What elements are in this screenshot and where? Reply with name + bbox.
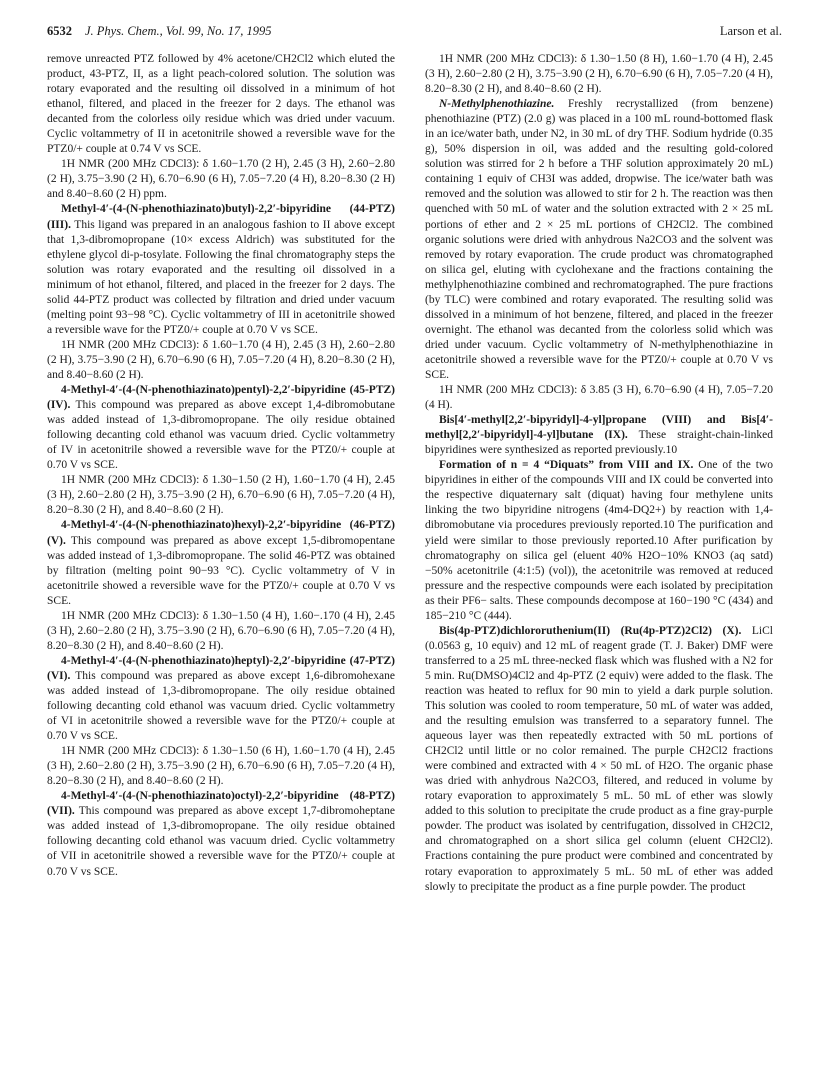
section-heading: 4-Methyl-4′-(4-(N-phenothiazinato)heptyl)-2,2′-bipyridine (47-PTZ) (VI). bbox=[47, 654, 395, 682]
section-compound-iii bbox=[47, 202, 395, 337]
nmr-data-iii: 1H NMR (200 MHz CDCl3): δ 1.60−1.70 (4 H), 2.45 (3 H), 2.60−2.80 (2 H), 3.75−3.90 (2 H), 6.70−6.90 (6 H), 7.05−7.20 (4 H), 8.20−8.30 (2 H), and 8.40−8.60 (2 H). bbox=[47, 338, 395, 381]
section-body: LiCl (0.0563 g, 10 equiv) and 12 mL of reagent grade (T. J. Baker) DMF were transferred to a 25 mL three-necked flask which was flushed with a N2 for 5 min. Ru(DMSO)4Cl2 and 4p-PTZ (2 equiv) were added to the flask. The reaction was heated to reflux for 90 min to yield a dark purple solution. This solution was cooled to room temperature, 50 mL of water was added, and the resulting emulsion was transferred to a separatory funnel. The aqueous layer was then repeatedly extracted with 50 mL portions of CH2Cl2 until little or no color remained. The purple CH2Cl2 fractions were combined and extracted with 4 × 50 mL of H2O. The organic phase was dried with anhydrous Na2CO3, filtered, and reduced in volume by rotary evaporation to approximately 5 mL. 50 mL of ether was slowly added to this solution to precipitate the crude product as a fine gray-purple powder. The product was isolated by centrifugation, dissolved in CH2Cl2, and chromatographed on a short silica gel column (eluent CH2Cl2). Fractions containing the pure product were combined and concentrated by rotary evaporation to approximately 5 mL. 50 mL of ether was added slowly to precipitate the product as a fine purple powder. The product bbox=[425, 624, 773, 893]
nmr-data-v: 1H NMR (200 MHz CDCl3): δ 1.30−1.50 (4 H), 1.60−.170 (4 H), 2.45 (3 H), 2.60−2.80 (2 H), 3.75−3.90 (2 H), 6.70−6.90 (6 H), 7.05−7.20 (4 H), 8.20−8.30 (2 H), and 8.40−8.60 (2 H). bbox=[47, 609, 395, 652]
section-heading: 4-Methyl-4′-(4-(N-phenothiazinato)pentyl)-2,2′-bipyridine (45-PTZ) (IV). bbox=[47, 384, 395, 412]
section-heading: Formation of n = 4 “Diquats” from VIII and IX. bbox=[439, 459, 694, 472]
section-compound-iv bbox=[47, 383, 395, 473]
section-body: This compound was prepared as above except 1,4-dibromobutane was added instead of 1,3-dibromopropane. The oily residue obtained following decanting cold ethanol was vacuum dried. Cyclic voltammetry of IV in acetonitrile showed a reversible wave for the PTZ0/+ couple at 0.70 V vs SCE. bbox=[47, 399, 395, 472]
section-body: This compound was prepared as above except 1,7-dibromoheptane was added instead of 1,3-dibromopropane. The oily residue obtained following decanting cold ethanol was vacuum dried. Cyclic voltammetry of VII in acetonitrile showed a reversible wave for the PTZ0/+ couple at 0.70 V vs SCE. bbox=[47, 805, 395, 878]
section-heading: Bis(4p-PTZ)dichlororuthenium(II) (Ru(4p-PTZ)2Cl2) (X). bbox=[439, 624, 742, 637]
section-body: These straight-chain-linked bipyridines were synthesized as reported previously.10 bbox=[425, 429, 773, 457]
section-body: This compound was prepared as above except 1,6-dibromohexane was added instead of 1,3-dibromopropane. The oily residue obtained following decanting cold ethanol was vacuum dried. Cyclic voltammetry of VI in acetonitrile showed a reversible wave for the PTZ0/+ couple at 0.70 V vs SCE. bbox=[47, 669, 395, 743]
section-body: One of the two bipyridines in either of the compounds VIII and IX could be converted into the respective diquaternary salt (diquat) having four methylene units linking the two bipyridine nitrogens (4m4-DQ2+) by reaction with 1,4-dibromobutane via procedures previously reported.10 The purification and yield were similar to those previously reported.10 After purification by chromatography on silica gel (eluent 40% H2O−10% KNO3 (aq satd)−50% acetonitrile (4:1:5) (vol)), the acetonitrile was removed at reduced pressure and the respective compounds were each isolated by precipitation as their PF6− salts. These compounds decompose at 160−190 °C (434) and 185−210 °C (444). bbox=[425, 459, 774, 622]
section-heading: 4-Methyl-4′-(4-(N-phenothiazinato)octyl)-2,2′-bipyridine (48-PTZ) (VII). bbox=[47, 790, 395, 818]
section-compound-vi bbox=[47, 654, 395, 744]
section-heading: N-Methylphenothiazine. bbox=[439, 98, 555, 111]
section-n-methylphenothiazine bbox=[425, 97, 773, 383]
nmr-data-n-methylphenothiazine: 1H NMR (200 MHz CDCl3): δ 3.85 (3 H), 6.70−6.90 (4 H), 7.05−7.20 (4 H). bbox=[425, 384, 773, 412]
nmr-data-iv: 1H NMR (200 MHz CDCl3): δ 1.30−1.50 (2 H), 1.60−1.70 (4 H), 2.45 (3 H), 2.60−2.80 (2 H), 3.75−3.90 (2 H), 6.70−6.90 (6 H), 7.05−7.20 (4 H), 8.20−8.30 (2 H), and 8.40−8.60 (2 H). bbox=[47, 474, 395, 517]
section-ruthenium-complex bbox=[425, 624, 773, 895]
section-compound-vii bbox=[47, 789, 395, 879]
section-heading: Bis[4′-methyl[2,2′-bipyridyl]-4-yl]propane (VIII) and Bis[4′-methyl[2,2′-bipyridyl]-4-yl]butane (IX). bbox=[425, 414, 773, 442]
section-body: Freshly recrystallized (from benzene) phenothiazine (PTZ) (2.0 g) was placed in a 100 mL round-bottomed flask in an ice/water bath, under N2, in 30 mL of dry THF. Sodium hydride (0.35 g), 50% dispersion in oil, was added and the resulting gold-colored solution was stirred for 2 h before a THF solution approximately 20 mL) containing 1 equiv of CH3I was added, dropwise. The ice/water bath was removed and the solution was allowed to stir for 2 h. The reaction was then quenched with 50 mL of water and the solution extracted with 2 × 25 mL portions of ether and 2 × 25 mL portions of CH2Cl2. The combined organic solutions were dried with anhydrous Na2CO3 and the solvent was removed by rotary evaporation. The crude product was chromatographed on silica gel, eluting with cyclohexane and the fractions containing the methylphenothiazine combined and rechromatographed. The pure fractions (by TLC) were combined and rotary evaporated. The resulting solid was dissolved in a minimum of hot benzene, filtered, and placed in the freezer overnight. The ethanol was decanted from the colorless solid which was dried under vacuum. Cyclic voltammetry of N-methylphenothiazine in acetonitrile showed a reversible wave for the PTZ0/+ couple at 0.70 V vs SCE. bbox=[425, 98, 773, 381]
left-column bbox=[47, 52, 395, 880]
section-heading: 4-Methyl-4′-(4-(N-phenothiazinato)hexyl)-2,2′-bipyridine (46-PTZ) (V). bbox=[47, 519, 395, 547]
journal-citation: J. Phys. Chem., Vol. 99, No. 17, 1995 bbox=[85, 24, 272, 38]
section-compound-v bbox=[47, 518, 395, 608]
page-number: 6532 bbox=[47, 24, 72, 38]
nmr-data-ii: 1H NMR (200 MHz CDCl3): δ 1.60−1.70 (2 H), 2.45 (3 H), 2.60−2.80 (2 H), 3.75−3.90 (2 H), 6.70−6.90 (6 H), 7.05−7.20 (4 H), 8.20−8.30 (2 H) and 8.40−8.60 (2 H) ppm. bbox=[47, 158, 395, 201]
right-column bbox=[425, 52, 773, 895]
section-diquats bbox=[425, 458, 773, 624]
nmr-data-vii: 1H NMR (200 MHz CDCl3): δ 1.30−1.50 (8 H), 1.60−1.70 (4 H), 2.45 (3 H), 2.60−2.80 (2 H), 3.75−3.90 (2 H), 6.70−6.90 (6 H), 7.05−7.20 (4 H), 8.20−8.30 (2 H), and 8.40−8.60 (2 H). bbox=[425, 53, 773, 96]
paragraph-continued: remove unreacted PTZ followed by 4% acetone/CH2Cl2 which eluted the product, 43-PTZ, II, as a light peach-colored solution. The solution was rotary evaporated and the resulting oil dissolved in a minimum of hot ethanol, filtered, and placed in the freezer for 2 days. The ethanol was decanted from the colorless oily residue which was dried under vacuum. Cyclic voltammetry of II in acetonitrile showed a reversible wave for the PTZ0/+ couple at 0.74 V vs SCE. bbox=[47, 53, 395, 156]
section-heading: Methyl-4′-(4-(N-phenothiazinato)butyl)-2,2′-bipyridine (44-PTZ) (III). bbox=[47, 203, 395, 231]
running-header bbox=[47, 24, 782, 44]
section-body: This compound was prepared as above except 1,5-dibromopentane was added instead of 1,3-dibromopropane. The solid 46-PTZ was obtained by filtration (melting point 90−93 °C). Cyclic voltammetry of V in acetonitrile showed a reversible wave for the PTZ0/+ couple at 0.70 V vs SCE. bbox=[47, 534, 395, 607]
running-authors: Larson et al. bbox=[719, 24, 782, 38]
nmr-data-vi: 1H NMR (200 MHz CDCl3): δ 1.30−1.50 (6 H), 1.60−1.70 (4 H), 2.45 (3 H), 2.60−2.80 (2 H), 3.75−3.90 (2 H), 6.70−6.90 (6 H), 7.05−7.20 (4 H), 8.20−8.30 (2 H), and 8.40−8.60 (2 H). bbox=[47, 745, 395, 788]
section-body: This ligand was prepared in an analogous fashion to II above except that 1,3-dibromopropane (10× excess Aldrich) was substituted for the ethylene glycol di-p-tosylate. Following the final chromatography steps the solution was rotary evaporated and the resulting oil dissolved in a minimum of hot ethanol, filtered, and placed in the freezer for 2 days. The solid 44-PTZ product was collected by filtration and dried under vacuum (melting point 93−98 °C). Cyclic voltammetry of III in acetonitrile showed a reversible wave for the PTZ0/+ couple at 0.70 V vs SCE. bbox=[47, 218, 395, 336]
section-bipyridines bbox=[425, 413, 773, 458]
